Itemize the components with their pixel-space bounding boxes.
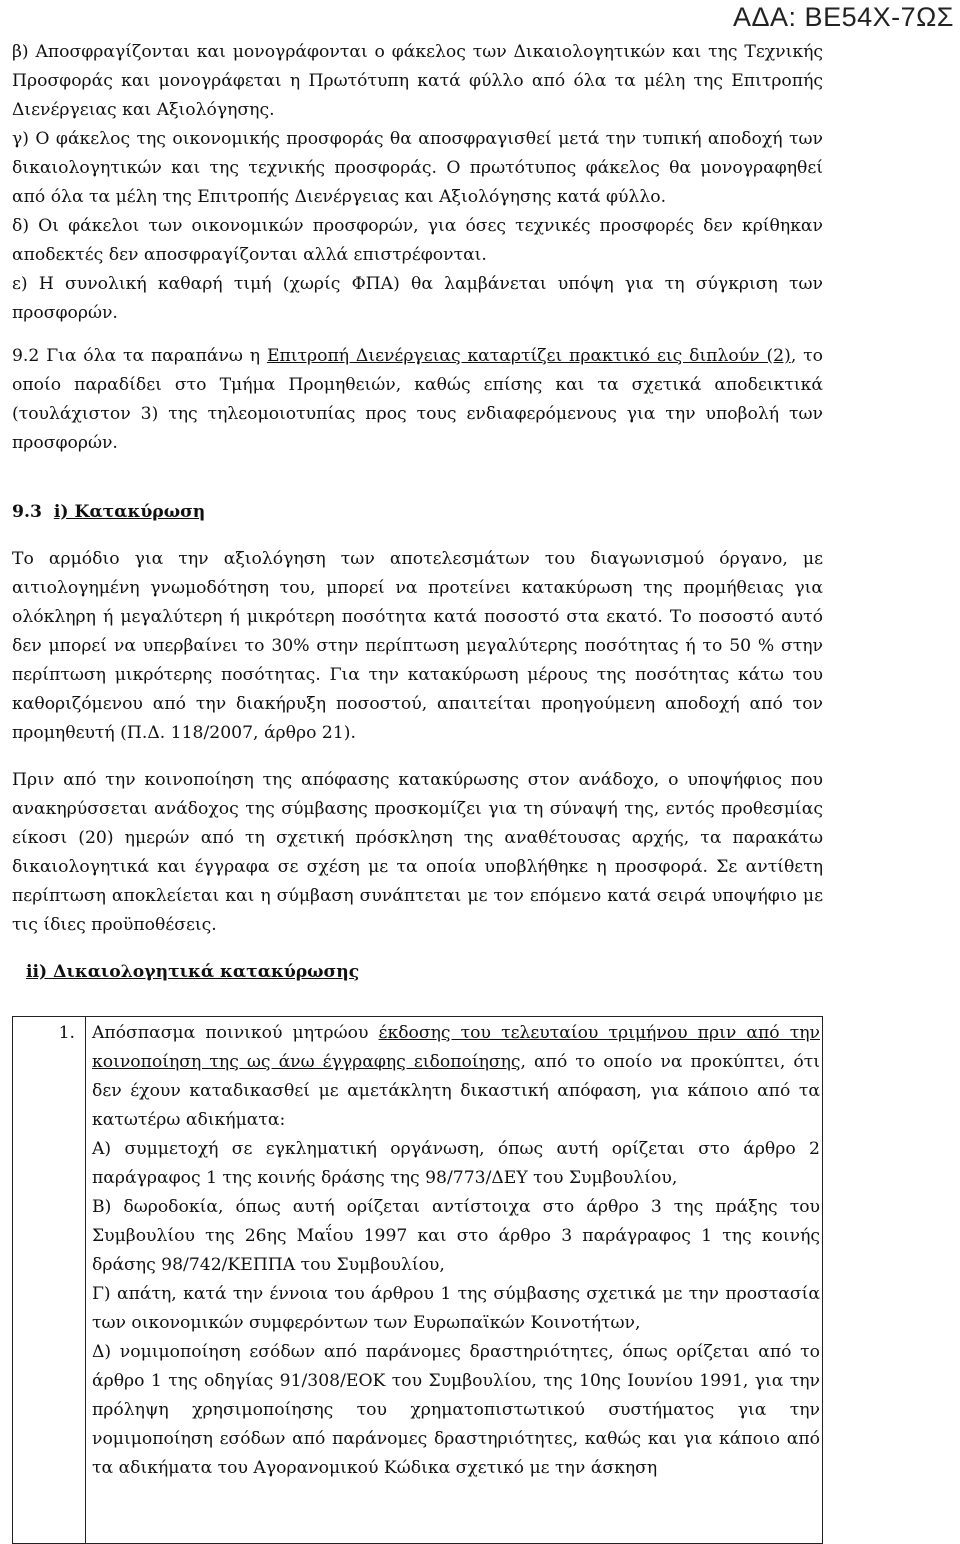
section-rest: , το οποίο παραδίδει στο Τμήμα Προμηθειών, καθώς επίσης και τα σχετικά αποδεικτικά (τουλάχιστον 3) της τηλεομοιοτυπίας προς τους ενδιαφερόμενους για την υποβολή των προσφορών. xyxy=(12,346,823,453)
item-g: Γ) απάτη, κατά την έννοια του άρθρου 1 της σύμβασης σχετικά με την προστασία των οικονομικών συμφερόντων των Ευρωπαϊκών Κοινοτήτων, xyxy=(92,1284,820,1333)
paragraph-e: ε) Η συνολική καθαρή τιμή (χωρίς ΦΠΑ) θα λαμβάνεται υπόψη για τη σύγκριση των προσφορών. xyxy=(12,274,823,323)
award-paragraph-2: Πριν από την κοινοποίηση της απόφασης κατακύρωσης στον ανάδοχο, ο υποψήφιος που ανακηρύσσεται ανάδοχος της σύμβασης προσκομίζει για τη σύναψή της, εντός προθεσμίας είκοσι (20) ημερών από τη σχετική πρόσκληση της αναθέτουσας αρχής, τα παρακάτω δικαιολογητικά και έγγραφα σε σχέση με τα οποία υποβλήθηκε η προσφορά. Σε αντίθετη περίπτωση αποκλείεται και η σύμβαση συνάπτεται με τον επόμενο κατά σειρά υποψήφιο με τις ίδιες προϋποθέσεις. xyxy=(12,770,823,935)
document-body xyxy=(12,38,823,987)
subsection-title: ii) Δικαιολογητικά κατακύρωσης xyxy=(26,962,360,982)
subsection-heading xyxy=(12,958,823,987)
section-9-2 xyxy=(12,342,823,458)
row-number: 1. xyxy=(13,1017,86,1544)
paragraph-b: β) Αποσφραγίζονται και μονογράφονται ο φάκελος των Δικαιολογητικών και της Τεχνικής Προσφοράς και μονογράφεται η Πρωτότυπη κατά φύλλο από όλα τα μέλη της Επιτροπής Διενέργειας και Αξιολόγησης. xyxy=(12,42,823,120)
table-row xyxy=(13,1017,823,1544)
item-b: Β) δωροδοκία, όπως αυτή ορίζεται αντίστοιχα στο άρθρο 3 της πράξης του Συμβουλίου της 26ης Μαΐου 1997 και στο άρθρο 3 παράγραφος 1 της κοινής δράσης 98/742/ΚΕΠΠΑ του Συμβουλίου, xyxy=(92,1197,820,1275)
intro-rest: , από το οποίο να προκύπτει, ότι δεν έχουν καταδικασθεί με αμετάκλητη δικαστική απόφαση, για κάποιο από τα κατωτέρω αδικήματα: xyxy=(92,1052,820,1130)
item-d: Δ) νομιμοποίηση εσόδων από παράνομες δραστηριότητες, όπως ορίζεται από το άρθρο 1 της οδηγίας 91/308/ΕΟΚ του Συμβουλίου, της 10ης Ιουνίου 1991, για την πρόληψη χρησιμοποίησης του χρηματοπιστωτικού συστήματος για την νομιμοποίηση εσόδων από παράνομες δραστηριότητες, καθώς και για κάποιο από τα αδικήματα του Αγορανομικού Κώδικα σχετικό με την άσκηση xyxy=(92,1342,820,1478)
section-9-3-heading xyxy=(12,498,823,527)
section-lead: Για όλα τα παραπάνω η xyxy=(39,346,267,366)
underlined-text: Επιτροπή Διενέργειας καταρτίζει πρακτικό εις διπλούν (2) xyxy=(266,346,791,366)
award-paragraph-1: Το αρμόδιο για την αξιολόγηση των αποτελεσμάτων του διαγωνισμού όργανο, με αιτιολογημένη γνωμοδότηση του, μπορεί να προτείνει κατακύρωση της προμήθειας για ολόκληρη ή μεγαλύτερη ή μικρότερη ποσότητα κατά ποσοστό στα εκατό. Το ποσοστό αυτό δεν μπορεί να υπερβαίνει το 30% στην περίπτωση μεγαλύτερης ποσότητας ή το 50 % στην περίπτωση μικρότερης ποσότητας. Για την κατακύρωση μέρους της ποσότητας κάτω του καθοριζόμενου από την διακήρυξη ποσοστού, απαιτείται προηγούμενη αποδοχή από τον προμηθευτή (Π.Δ. 118/2007, άρθρο 21). xyxy=(12,549,823,743)
row-content xyxy=(86,1017,823,1544)
paragraph-g: γ) Ο φάκελος της οικονομικής προσφοράς θα αποσφραγισθεί μετά την τυπική αποδοχή των δικαιολογητικών και της τεχνικής προσφοράς. Ο πρωτότυπος φάκελος θα μονογραφηθεί από όλα τα μέλη της Επιτροπής Διενέργειας και Αξιολόγησης κατά φύλλο. xyxy=(12,129,823,207)
section-title: i) Κατακύρωση xyxy=(53,502,206,522)
intro-lead: Απόσπασμα ποινικού μητρώου xyxy=(92,1023,379,1043)
paragraph-d: δ) Οι φάκελοι των οικονομικών προσφορών, για όσες τεχνικές προσφορές δεν κρίθηκαν αποδεκτές δεν αποσφραγίζονται αλλά επιστρέφονται. xyxy=(12,216,823,265)
documents-table xyxy=(12,1016,823,1544)
item-a: Α) συμμετοχή σε εγκληματική οργάνωση, όπως αυτή ορίζεται στο άρθρο 2 παράγραφος 1 της κοινής δράσης της 98/773/ΔΕΥ του Συμβουλίου, xyxy=(92,1139,820,1188)
section-number: 9.2 xyxy=(12,346,40,366)
ada-identifier: ΑΔΑ: ΒΕ54Χ-7ΩΣ xyxy=(733,2,954,32)
row-intro xyxy=(92,1019,820,1135)
section-number: 9.3 xyxy=(12,502,42,522)
intro-underlined: έκδοσης του τελευταίου τριμήνου πριν από την κοινοποίηση της ως άνω έγγραφης ειδοποίησης xyxy=(92,1023,820,1072)
